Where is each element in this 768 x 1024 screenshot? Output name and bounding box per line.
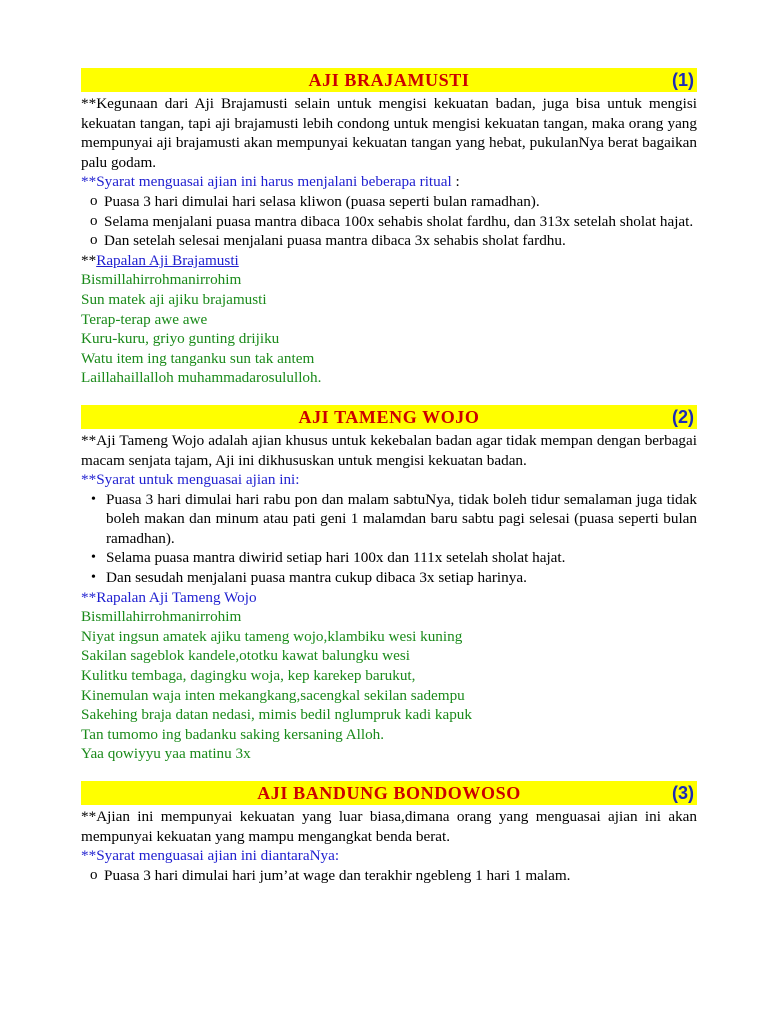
- section-number: (2): [672, 406, 694, 427]
- list-item: [81, 231, 697, 251]
- requirement-heading: **Syarat menguasai ajian ini diantaraNya:: [81, 847, 340, 865]
- incantation-line: Kinemulan waja inten mekangkang,sacengkal sekilan sadempu: [81, 686, 465, 704]
- section-description: **Ajian ini mempunyai kekuatan yang luar biasa,dimana orang yang menguasai ajian ini akan mempunyai kekuatan yang mampu mengangkat benda berat.: [81, 808, 697, 845]
- section-number: (1): [672, 70, 694, 90]
- section-description: **Kegunaan dari Aji Brajamusti selain untuk mengisi kekuatan badan, juga bisa untuk mengisi kekuatan tangan, tapi aji brajamusti lebih condong untuk mengisi kekuatan tangan, maka orang yang mempunyai aji brajamusti akan mempunyai kekuatan tangan yang hebat, pukulanNya berat bagaikan palu godam.: [81, 95, 697, 171]
- document-page: [81, 68, 697, 885]
- circle-bullet-icon: o: [90, 866, 98, 883]
- section-title-bar: [81, 781, 697, 805]
- incantation-line: Yaa qowiyyu yaa matinu 3x: [81, 745, 251, 763]
- section-aji-brajamusti: [81, 68, 697, 388]
- requirement-heading: **Syarat untuk menguasai ajian ini:: [81, 471, 300, 489]
- section-title: AJI BRAJAMUSTI: [308, 70, 470, 90]
- incantation-heading: [81, 588, 697, 608]
- circle-bullet-icon: o: [90, 212, 98, 229]
- incantation-line: Kulitku tembaga, dagingku woja, kep karekep barukut,: [81, 667, 416, 685]
- section-number: (3): [672, 783, 694, 803]
- incantation-line: Sakehing braja datan nedasi, mimis bedil nglumpruk kadi kapuk: [81, 706, 472, 724]
- incantation-heading: [81, 251, 697, 271]
- incantation-line: Bismillahirrohmanirrohim: [81, 608, 242, 626]
- section-title-bar: [81, 405, 697, 429]
- list-item: [81, 568, 697, 588]
- section-title: AJI TAMENG WOJO: [298, 406, 480, 427]
- incantation-prefix: **: [81, 251, 97, 269]
- list-item-text: Dan setelah selesai menjalani puasa mantra dibaca 3x sehabis sholat fardhu.: [104, 232, 566, 250]
- dot-bullet-icon: •: [91, 570, 96, 586]
- incantation-line: Niyat ingsun amatek ajiku tameng wojo,klambiku wesi kuning: [81, 627, 463, 645]
- list-item-text: Puasa 3 hari dimulai hari rabu pon dan malam sabtuNya, tidak boleh tidur semalaman juga tidak boleh makan dan minum atau pati geni 1 malamdan baru sabtu pagi selesai (puasa seperti bulan ramadhan).: [106, 490, 697, 547]
- circle-bullet-icon: o: [90, 192, 98, 209]
- list-item: [81, 490, 697, 549]
- incantation-line: Bismillahirrohmanirrohim: [81, 271, 242, 289]
- dot-bullet-icon: •: [91, 491, 96, 507]
- requirement-list: [81, 866, 697, 886]
- list-item: [81, 192, 697, 212]
- section-title: AJI BANDUNG BONDOWOSO: [257, 783, 521, 803]
- requirement-list: [81, 490, 697, 588]
- incantation-heading-text: **Rapalan Aji Tameng Wojo: [81, 588, 257, 606]
- list-item: [81, 866, 697, 886]
- incantation-line: Watu item ing tanganku sun tak antem: [81, 349, 315, 367]
- list-item-text: Puasa 3 hari dimulai hari jum’at wage dan terakhir ngebleng 1 hari 1 malam.: [104, 866, 571, 884]
- incantation-line: Kuru-kuru, griyo gunting drijiku: [81, 330, 280, 348]
- section-title-bar: [81, 68, 697, 92]
- list-item-text: Dan sesudah menjalani puasa mantra cukup dibaca 3x setiap harinya.: [106, 569, 527, 587]
- requirement-heading-text: **Syarat menguasai ajian ini harus menjalani beberapa ritual: [81, 173, 452, 191]
- requirement-colon: :: [451, 173, 460, 191]
- circle-bullet-icon: o: [90, 232, 98, 249]
- section-aji-bandung-bondowoso: [81, 781, 697, 885]
- incantation-line: Laillahaillalloh muhammadarosululloh.: [81, 369, 322, 387]
- incantation-line: Sun matek aji ajiku brajamusti: [81, 290, 267, 308]
- dot-bullet-icon: •: [91, 550, 96, 566]
- list-item-text: Puasa 3 hari dimulai hari selasa kliwon (puasa seperti bulan ramadhan).: [104, 192, 540, 210]
- list-item: [81, 548, 697, 568]
- list-item-text: Selama puasa mantra diwirid setiap hari 100x dan 111x setelah sholat hajat.: [106, 549, 566, 567]
- incantation-line: Terap-terap awe awe: [81, 310, 208, 328]
- section-aji-tameng-wojo: [81, 405, 697, 764]
- requirement-heading: [81, 172, 697, 192]
- requirement-list: [81, 192, 697, 251]
- incantation-line: Tan tumomo ing badanku saking kersaning Alloh.: [81, 725, 385, 743]
- list-item: [81, 212, 697, 232]
- incantation-line: Sakilan sageblok kandele,ototku kawat balungku wesi: [81, 647, 410, 665]
- list-item-text: Selama menjalani puasa mantra dibaca 100x sehabis sholat fardhu, dan 313x setelah sholat hajat.: [104, 212, 694, 230]
- section-description: **Aji Tameng Wojo adalah ajian khusus untuk kekebalan badan agar tidak mempan dengan berbagai macam senjata tajam, Aji ini dikhususkan untuk mengisi kekuatan badan.: [81, 431, 697, 469]
- incantation-link[interactable]: Rapalan Aji Brajamusti: [96, 251, 239, 269]
